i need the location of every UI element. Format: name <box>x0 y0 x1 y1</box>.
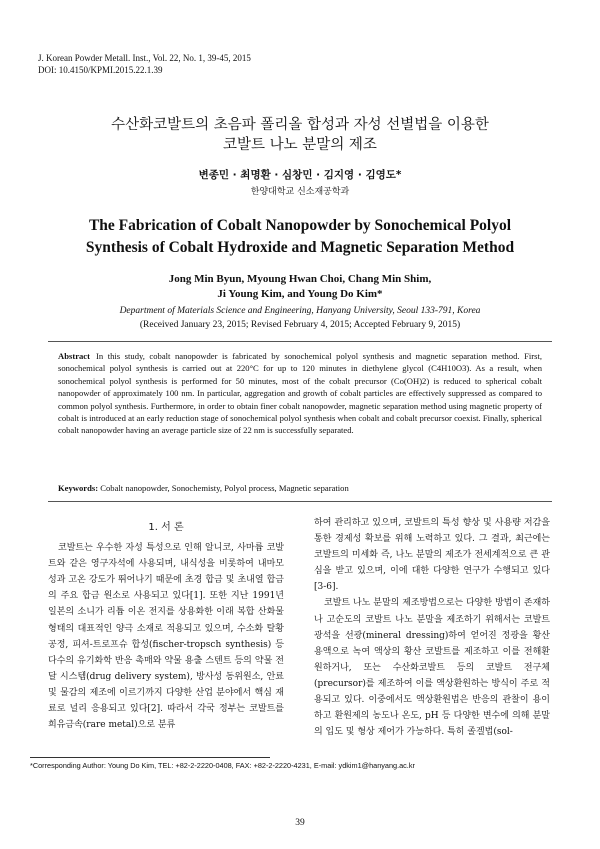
abstract-top-rule <box>48 341 552 342</box>
english-title-line-1: The Fabrication of Cobalt Nanopowder by Sonochemical Polyol <box>88 217 512 234</box>
korean-title-line-2: 코발트 나노 분말의 제조 <box>223 137 377 153</box>
korean-title-line-1: 수산화코발트의 초음파 폴리올 합성과 자성 선별법을 이용한 <box>111 117 489 133</box>
journal-info <box>38 52 251 76</box>
right-column <box>314 515 550 740</box>
intro-paragraph-2: 코발트 나노 분말의 제조방법으로는 다양한 방법이 존재하나 고순도의 코발트 나노 분말을 제조하기 위해서는 코발트 광석을 선광(mineral dressing)하여 얻어진 정광을 황산 용액으로 녹여 액상의 황산 코발트를 제조하고 이를 전해환원하거나, 또는 수산화코발트 등의 코발트 전구체(precursor)를 제조하여 이를 액상환원하는 방식이 주로 적용되고 있다. 이중에서도 액상환원법은 반응의 관찰이 용이하고 환원제의 농도나 온도, pH 등 다양한 변수에 의해 분말의 입도 및 형상 제어가 가능하다. 특히 졸겔법(sol- <box>314 598 550 738</box>
english-title-line-2: Synthesis of Cobalt Hydroxide and Magnetic Separation Method <box>85 239 515 256</box>
english-title <box>0 215 600 259</box>
abstract-text: In this study, cobalt nanopowder is fabricated by sonochemical polyol synthesis and magnetic separation method. First, sonochemical polyol synthesis is carried out at 220°C for up to 120 minutes in diethylene glycol (C4H10O3). As a result, when sonochemical polyol synthesis is performed for 50 minutes, most of the cobalt precursor (Co(OH)2) is reduced to spherical cobalt nanopowder of approximately 100 nm. In particular, aggregation and growth of cobalt particles are effectively suppressed as compared to common polyol synthesis. Furthermore, in order to obtain finer cobalt nanopowder, magnetic separation method using magnetic property of cobalt is introduced at an early reduction stage of sonochemical polyol synthesis when cobalt and cobalt precursor coexist. Finally, spherical cobalt nanopowder having an average particle size of 22 nm is successfully separated. <box>58 351 542 436</box>
english-authors <box>0 272 600 301</box>
korean-affiliation: 한양대학교 신소재공학과 <box>250 187 350 197</box>
abstract-label: Abstract <box>58 351 90 361</box>
english-department: Department of Materials Science and Engineering, Hanyang University, Seoul 133-791, Korea <box>119 306 481 316</box>
intro-paragraph-1: 코발트는 우수한 자성 특성으로 인해 알니코, 사마륨 코발트와 같은 영구자석에 사용되며, 내식성을 비롯하여 내마모성과 고온 강도가 뛰어나기 때문에 초경 합금 및 초내열 합금의 주요 합금 원소로 사용되고 있다[1]. 또한 지난 1991년 일본의 소니가 리튬 이온 전지를 상용화한 이래 복합 산화물 형태의 대표적인 양극 소재로 적용되고 있으며, 수소화 탈황 공정, 피셔-트로프슈 합성(fischer-tropsch synthesis) 등 다수의 유기화학 반응 촉매와 약물 용출 스텐트 등의 약물 전달 시스템(drug delivery system), 방사성 동위원소, 안료 및 물감의 제조에 이르기까지 다양한 산업 분야에서 핵심 재료로 널리 응용되고 있다[2]. 따라서 각국 정부는 코발트를 희유금속(rare metal)으로 분류 <box>48 543 284 731</box>
korean-title <box>0 115 600 155</box>
received-dates: (Received January 23, 2015; Revised February 4, 2015; Accepted February 9, 2015) <box>139 320 461 330</box>
keywords-label: Keywords: <box>58 483 99 493</box>
journal-citation: J. Korean Powder Metall. Inst., Vol. 22, No. 1, 39-45, 2015 <box>38 53 251 63</box>
corresponding-author-footnote: *Corresponding Author: Young Do Kim, TEL: +82-2-2220-0408, FAX: +82-2-2220-4231, E-mail: ydkim1@hanyang.ac.kr <box>30 761 415 770</box>
left-column <box>48 520 284 733</box>
section-heading-introduction: 1. 서 론 <box>148 522 184 533</box>
english-authors-line-1: Jong Min Byun, Myoung Hwan Choi, Chang Min Shim, <box>168 273 432 285</box>
korean-authors: 변종민 · 최명환 · 심창민 · 김지영 · 김영도* <box>198 169 402 181</box>
footnote-rule <box>30 757 270 758</box>
doi: DOI: 10.4150/KPMI.2015.22.1.39 <box>38 65 163 75</box>
abstract-bottom-rule <box>48 501 552 502</box>
keywords <box>58 482 542 494</box>
keywords-text: Cobalt nanopowder, Sonochemisty, Polyol process, Magnetic separation <box>100 483 349 493</box>
intro-paragraph-continued: 하여 관리하고 있으며, 코발트의 특성 향상 및 사용량 저감을 통한 경제성 확보를 위해 노력하고 있다. 그 결과, 최근에는 코발트의 미세화 즉, 나노 분말의 제조가 전세계적으로 큰 관심을 받고 있으며, 이에 대한 다양한 연구가 수행되고 있다[3-6]. <box>314 518 550 593</box>
abstract <box>58 350 542 437</box>
page-number: 39 <box>295 818 305 828</box>
english-authors-line-2: Ji Young Kim, and Young Do Kim* <box>217 287 383 300</box>
